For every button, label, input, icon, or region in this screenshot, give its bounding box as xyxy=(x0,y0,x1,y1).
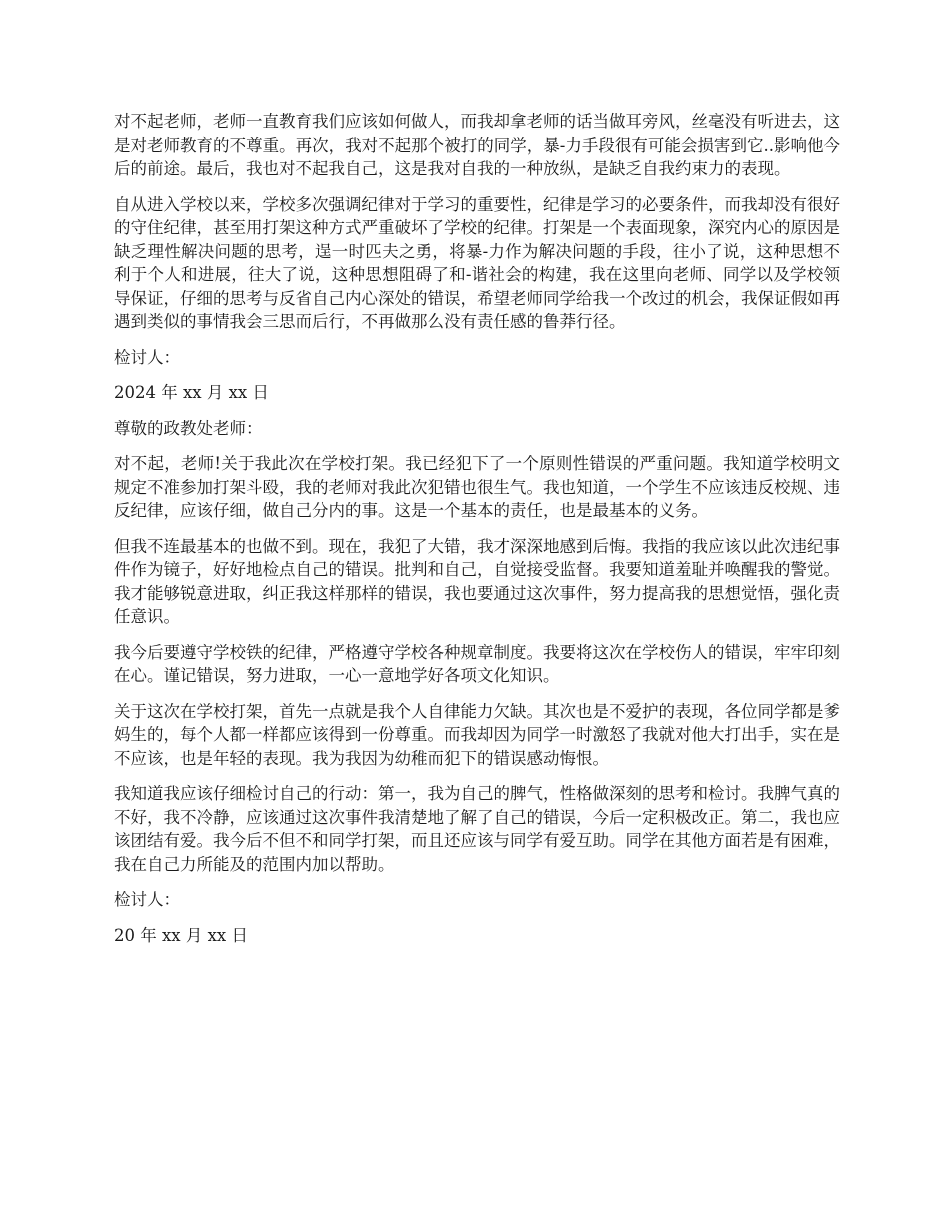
document-body xyxy=(114,110,840,959)
signature-label: 检讨人： xyxy=(114,890,180,909)
paragraph-self-review: 我知道我应该仔细检讨自己的行动：第一，我为自己的脾气，性格做深刻的思考和检讨。我脾气真的不好，我不冷静，应该通过这次事件我清楚地了解了自己的错误，今后一定积极改正。第二，我也应该团结有爱。我今后不但不和同学打架，而且还应该与同学有爱互助。同学在其他方面若是有困难，我在自己力所能及的范围内加以帮助。 xyxy=(114,784,840,874)
paragraph-school-discipline: 自从进入学校以来，学校多次强调纪律对于学习的重要性，纪律是学习的必要条件，而我却没有很好的守住纪律，甚至用打架这种方式严重破坏了学校的纪律。打架是一个表面现象，深究内心的原因是缺乏理性解决问题的思考，逞一时匹夫之勇，将暴-力作为解决问题的手段，往小了说，这种思想不利于个人和进展，往大了说，这种思想阻碍了和-谐社会的构建，我在这里向老师、同学以及学校领导保证，仔细的思考与反省自己内心深处的错误，希望老师同学给我一个改过的机会，我保证假如再遇到类似的事情我会三思而后行，不再做那么没有责任感的鲁莽行径。 xyxy=(114,194,840,331)
paragraph-discipline-promise: 我今后要遵守学校铁的纪律，严格遵守学校各种规章制度。我要将这次在学校伤人的错误，牢牢印刻在心。谨记错误，努力进取，一心一意地学好各项文化知识。 xyxy=(114,642,840,685)
date-line: 2024 年 xx 月 xx 日 xyxy=(114,383,269,402)
paragraph-regret: 但我不连最基本的也做不到。现在，我犯了大错，我才深深地感到后悔。我指的我应该以此次违纪事件作为镜子，好好地检点自己的错误。批判和自己，自觉接受监督。我要知道羞耻并唤醒我的警觉。我才能够锐意进取，纠正我这样那样的错误，我也要通过这次事件，努力提高我的思想觉悟，强化责任意识。 xyxy=(114,536,840,626)
paragraph-fight-apology: 对不起，老师!关于我此次在学校打架。我已经犯下了一个原则性错误的严重问题。我知道学校明文规定不准参加打架斗殴，我的老师对我此次犯错也很生气。我也知道，一个学生不应该违反校规、违反纪律，应该仔细，做自己分内的事。这是一个基本的责任，也是最基本的义务。 xyxy=(114,454,840,520)
salutation: 尊敬的政教处老师： xyxy=(114,418,263,438)
date-line: 20 年 xx 月 xx 日 xyxy=(114,925,248,945)
signature-label: 检讨人： xyxy=(114,347,180,367)
paragraph-apology-teacher: 对不起老师，老师一直教育我们应该如何做人，而我却拿老师的话当做耳旁风，丝毫没有听进去，这是对老师教育的不尊重。再次，我对不起那个被打的同学，暴-力手段很有可能会损害到它..影响他今后的前途。最后，我也对不起我自己，这是我对自我的一种放纵，是缺乏自我约束力的表现。 xyxy=(114,112,840,178)
paragraph-self-discipline: 关于这次在学校打架，首先一点就是我个人自律能力欠缺。其次也是不爱护的表现，各位同学都是爹妈生的，每个人都一样都应该得到一份尊重。而我却因为同学一时激怒了我就对他大打出手，实在是不应该，也是年轻的表现。我为我因为幼稚而犯下的错误感动悔恨。 xyxy=(114,701,840,768)
